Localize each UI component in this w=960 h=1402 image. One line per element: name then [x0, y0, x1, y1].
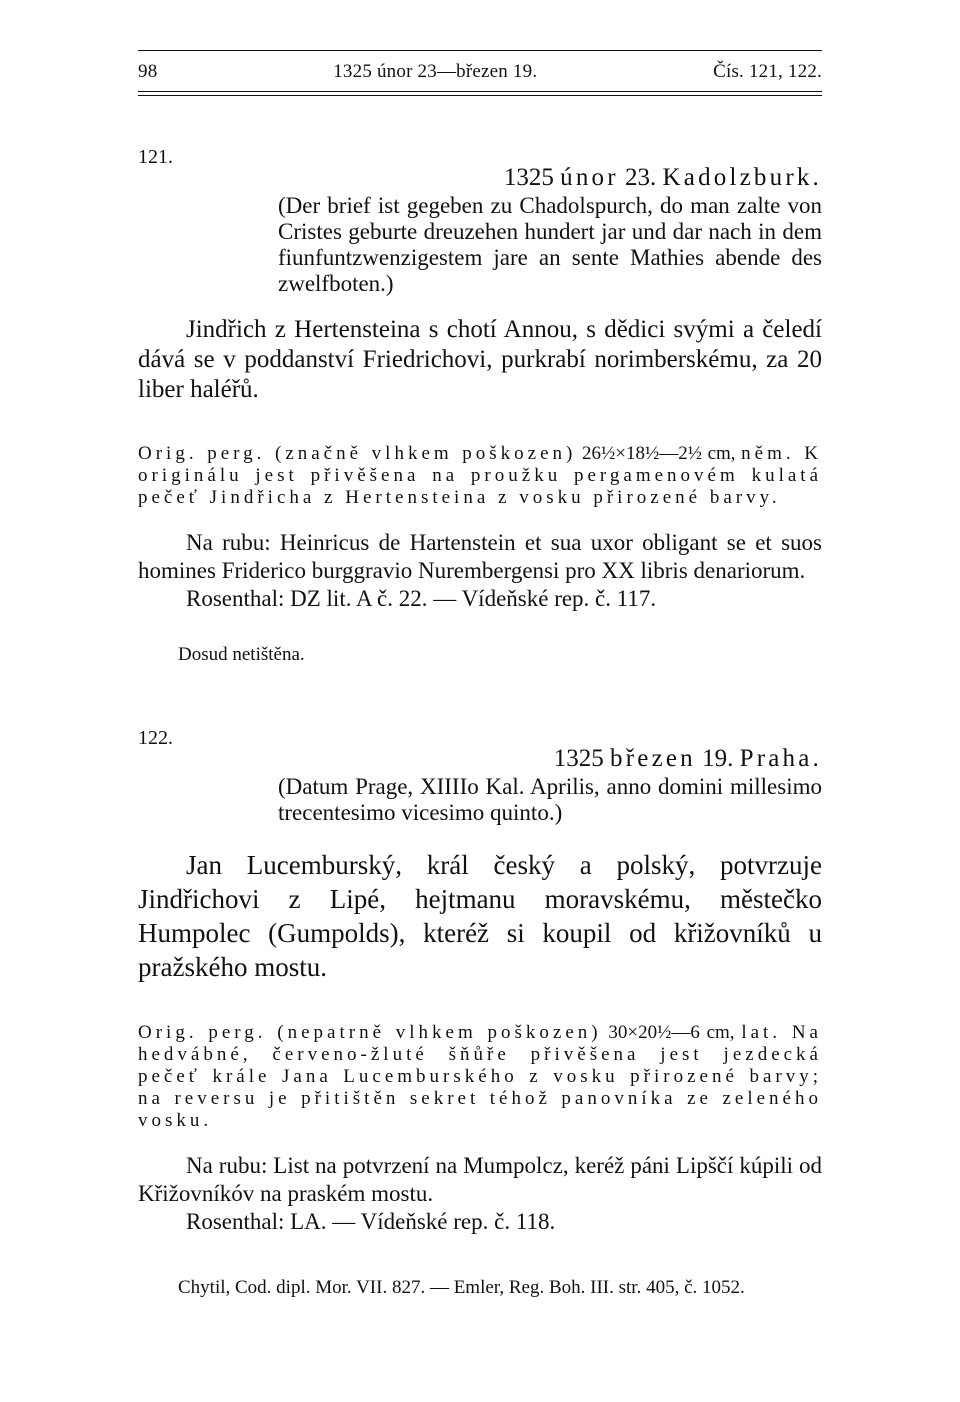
literature: Chytil, Cod. dipl. Mor. VII. 827. — Emler, Reg. Boh. III. str. 405, č. 1052. [178, 1277, 745, 1298]
note-dimensions: 30×20½—6 cm, [601, 1022, 742, 1043]
doc-number: 121. [138, 146, 173, 168]
page-number: 98 [138, 61, 158, 82]
header-date-range: 1325 únor 23—březen 19. [333, 61, 538, 82]
regest: Jan Lucemburský, král český a polský, potvrzuje Jindřichovi z Lipé, hejtmanu moravskému, městečko Humpolec (Gumpolds), kteréž si koupil od křižovníků u pražského mostu. [138, 850, 822, 982]
unpublished-note: Dosud netištěna. [178, 644, 305, 665]
physical-description [138, 1022, 822, 1132]
header-rule-bottom-2 [138, 95, 822, 96]
place-name: Kadolzburk. [662, 164, 822, 191]
header-rule-bottom [138, 91, 822, 92]
regest: Jindřich z Hertensteina s chotí Annou, s dědici svými a čeledí dává se v poddanství Friedrichovi, purkrabí norimberskému, za 20 liber haléřů. [138, 316, 822, 403]
dorsal-note: Na rubu: Heinricus de Hartenstein et sua uxor obligant se et suos homines Friderico burggravio Nurembergensi pro XX libris denariorum. [138, 530, 822, 583]
dating-clause: (Der brief ist gegeben zu Chadolspurch, do man zalte von Cristes geburte dreuzehen hundert jar und dar nach in dem fiunfuntzwenzigestem jare an sente Mathies abende des zwelfboten.) [278, 193, 822, 296]
date-month: únor [560, 164, 619, 191]
note-orig: Orig. perg. (značně vlhkem poškozen) [138, 443, 577, 464]
date-day: 23. [618, 164, 663, 191]
date-place-line [138, 744, 822, 774]
date-day: 19. [695, 745, 740, 772]
header-doc-numbers: Čís. 121, 122. [713, 61, 822, 82]
date-year: 1325 [553, 745, 611, 772]
note-orig: Orig. perg. (nepatrně vlhkem poškozen) [138, 1022, 602, 1043]
dorsal-note: Na rubu: List na potvrzení na Mumpolcz, keréž páni Lipščí kúpili od Křižovníkóv na praském mostu. [138, 1153, 822, 1206]
date-month: březen [610, 745, 696, 772]
reference: Rosenthal: LA. — Vídeňské rep. č. 118. [186, 1209, 556, 1234]
dating-clause: (Datum Prage, XIIIIo Kal. Aprilis, anno domini millesimo trecentesimo vicesimo quinto.) [278, 774, 822, 825]
note-seal: lat. Na hedvábné, červeno-žluté šňůře přivěšena jest jezdecká pečeť krále Jana Lucemburského z vosku přirozené barvy; na reversu je přitištěn sekret téhož panovníka ze zeleného vosku. [138, 1022, 822, 1131]
date-place-line [138, 163, 822, 193]
page [138, 50, 822, 1300]
running-header [138, 51, 822, 91]
date-year: 1325 [503, 164, 561, 191]
note-seal: něm. K originálu jest přivěšena na proužku pergamenovém kulatá pečeť Jindřicha z Hertensteina z vosku přirozené barvy. [138, 443, 822, 508]
document-122 [138, 727, 822, 1300]
place-name: Praha. [739, 745, 822, 772]
reference: Rosenthal: DZ lit. A č. 22. — Vídeňské rep. č. 117. [186, 586, 657, 611]
doc-number: 122. [138, 727, 173, 749]
note-dimensions: 26½×18½—2½ cm, [576, 443, 742, 464]
document-121 [138, 146, 822, 667]
physical-description [138, 443, 822, 509]
